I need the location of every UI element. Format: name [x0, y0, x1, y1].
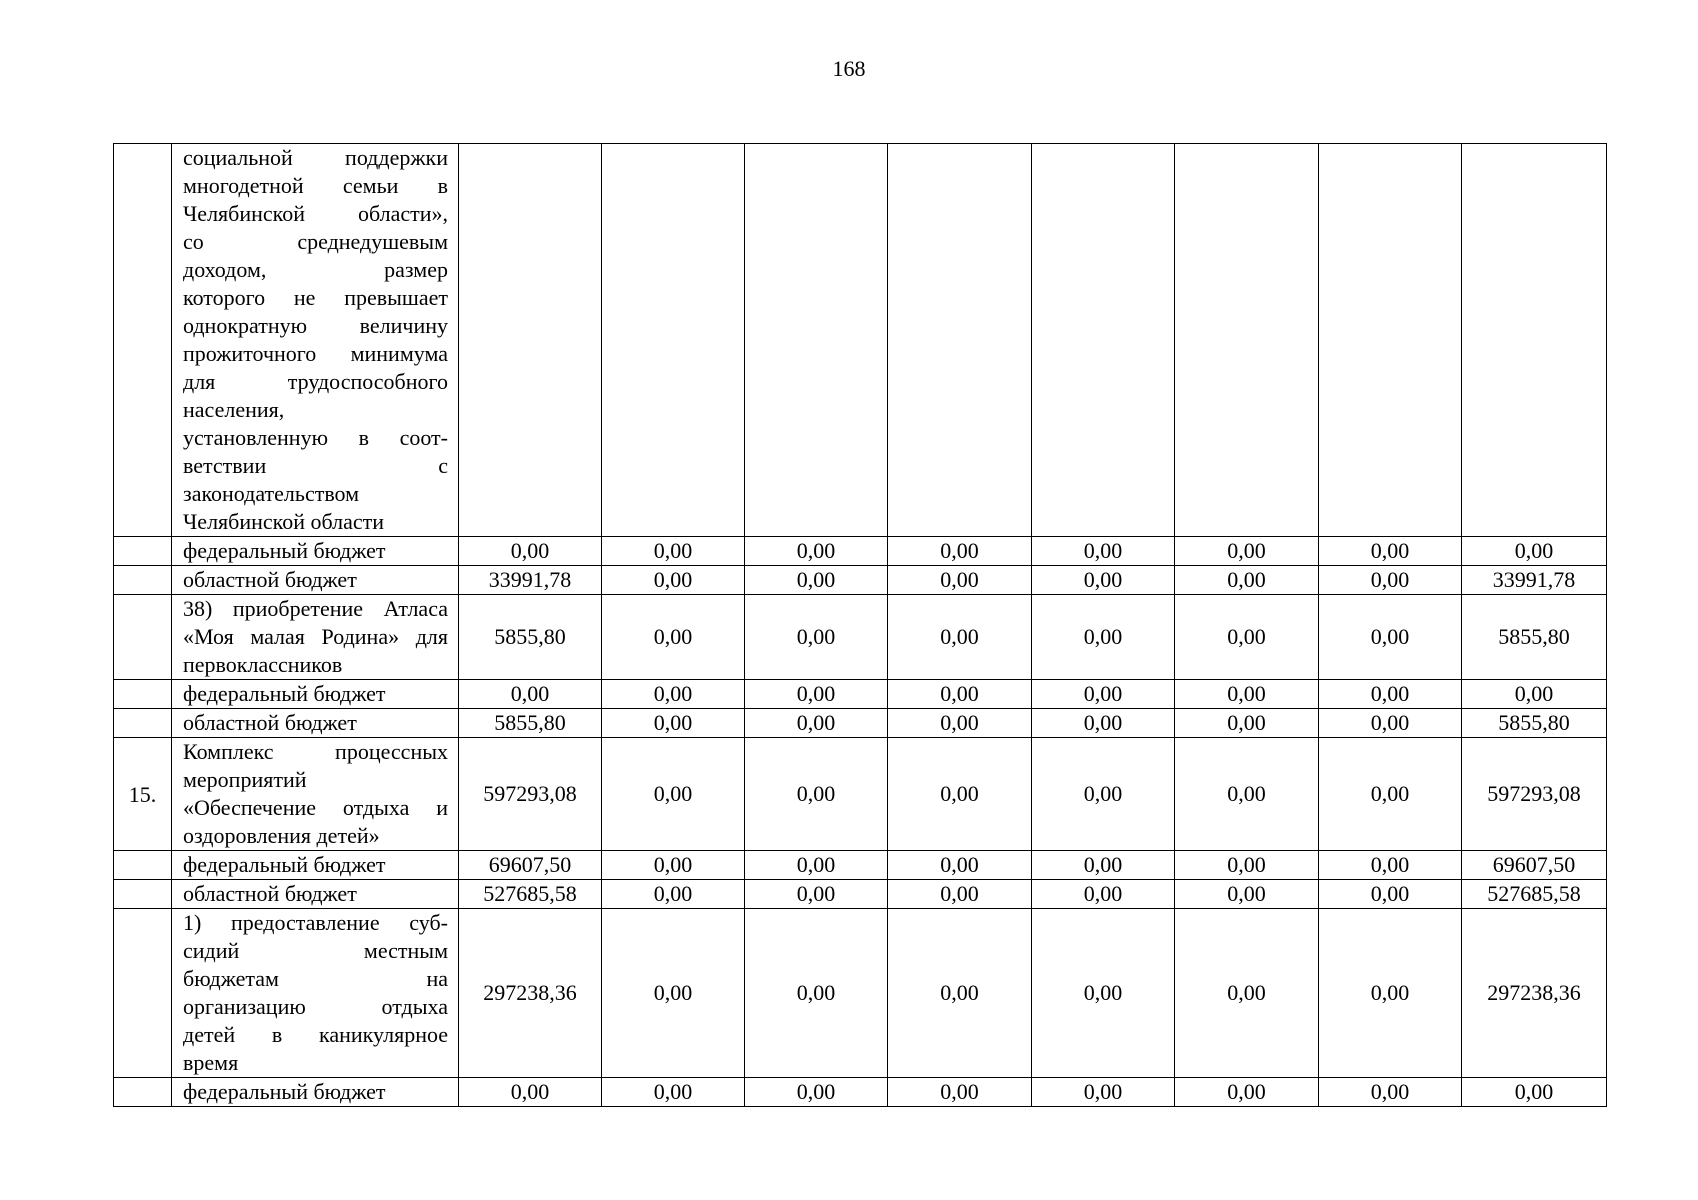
description-line: первоклассников	[183, 652, 343, 677]
table-row	[114, 537, 1607, 566]
description-line: детей в каникулярное	[183, 1022, 448, 1047]
value-cell-col-3: 0,00	[745, 909, 888, 1078]
value-cell-col-4: 0,00	[888, 851, 1032, 880]
value-cell-col-5: 0,00	[1032, 537, 1175, 566]
row-number	[114, 909, 172, 1078]
description-line: Комплекс процессных	[183, 739, 448, 764]
value-cell-col-8: 297238,36	[1462, 909, 1607, 1078]
value-cell-col-1	[459, 144, 602, 537]
row-description: областной бюджет	[172, 709, 459, 738]
value-cell-col-1: 5855,80	[459, 595, 602, 680]
value-cell-col-5	[1032, 144, 1175, 537]
row-description	[172, 595, 459, 680]
table-row	[114, 880, 1607, 909]
table-row	[114, 1078, 1607, 1107]
value-cell-col-2	[602, 144, 745, 537]
value-cell-col-5: 0,00	[1032, 880, 1175, 909]
value-cell-col-1: 297238,36	[459, 909, 602, 1078]
description-line: законодательством	[183, 481, 360, 506]
row-description: федеральный бюджет	[172, 680, 459, 709]
value-cell-col-5: 0,00	[1032, 851, 1175, 880]
row-number	[114, 537, 172, 566]
value-cell-col-5: 0,00	[1032, 566, 1175, 595]
value-cell-col-8: 527685,58	[1462, 880, 1607, 909]
table-row	[114, 909, 1607, 1078]
value-cell-col-6	[1175, 144, 1319, 537]
value-cell-col-1: 5855,80	[459, 709, 602, 738]
row-number	[114, 1078, 172, 1107]
table-row	[114, 851, 1607, 880]
value-cell-col-7: 0,00	[1319, 880, 1462, 909]
value-cell-col-4: 0,00	[888, 680, 1032, 709]
description-line: «Обеспечение отдыха и	[183, 795, 448, 820]
description-line: для трудоспособного	[183, 369, 448, 394]
value-cell-col-7: 0,00	[1319, 1078, 1462, 1107]
value-cell-col-5: 0,00	[1032, 738, 1175, 851]
value-cell-col-8: 0,00	[1462, 537, 1607, 566]
description-line: оздоровления детей»	[183, 823, 380, 848]
value-cell-col-5: 0,00	[1032, 709, 1175, 738]
description-line: мероприятий	[183, 767, 307, 792]
value-cell-col-2: 0,00	[602, 909, 745, 1078]
description-line: сидий местным	[183, 938, 448, 963]
value-cell-col-1: 0,00	[459, 537, 602, 566]
value-cell-col-2: 0,00	[602, 537, 745, 566]
value-cell-col-2: 0,00	[602, 738, 745, 851]
row-number: 15.	[114, 738, 172, 851]
value-cell-col-3: 0,00	[745, 851, 888, 880]
description-line: установленную в соот-	[183, 425, 448, 450]
value-cell-col-6: 0,00	[1175, 851, 1319, 880]
description-line: со среднедушевым	[183, 229, 448, 254]
value-cell-col-3: 0,00	[745, 680, 888, 709]
row-number	[114, 595, 172, 680]
value-cell-col-7: 0,00	[1319, 595, 1462, 680]
value-cell-col-5: 0,00	[1032, 909, 1175, 1078]
table-row	[114, 144, 1607, 537]
value-cell-col-7: 0,00	[1319, 709, 1462, 738]
value-cell-col-4: 0,00	[888, 909, 1032, 1078]
value-cell-col-7: 0,00	[1319, 537, 1462, 566]
description-line: 38) приобретение Атласа	[183, 596, 448, 621]
value-cell-col-6: 0,00	[1175, 566, 1319, 595]
value-cell-col-8	[1462, 144, 1607, 537]
budget-table	[113, 143, 1607, 1107]
description-line: которого не превышает	[183, 285, 448, 310]
value-cell-col-6: 0,00	[1175, 738, 1319, 851]
value-cell-col-6: 0,00	[1175, 537, 1319, 566]
value-cell-col-8: 5855,80	[1462, 595, 1607, 680]
value-cell-col-6: 0,00	[1175, 709, 1319, 738]
description-line: ветствии с	[183, 453, 448, 478]
value-cell-col-4: 0,00	[888, 566, 1032, 595]
description-line: многодетной семьи в	[183, 173, 448, 198]
table-body	[114, 144, 1607, 1107]
description-line: организацию отдыха	[183, 994, 448, 1019]
value-cell-col-8: 69607,50	[1462, 851, 1607, 880]
value-cell-col-4: 0,00	[888, 595, 1032, 680]
row-number	[114, 880, 172, 909]
value-cell-col-4: 0,00	[888, 880, 1032, 909]
value-cell-col-1: 0,00	[459, 680, 602, 709]
value-cell-col-8: 0,00	[1462, 680, 1607, 709]
row-description: областной бюджет	[172, 566, 459, 595]
value-cell-col-7: 0,00	[1319, 680, 1462, 709]
value-cell-col-4: 0,00	[888, 709, 1032, 738]
value-cell-col-7: 0,00	[1319, 909, 1462, 1078]
value-cell-col-6: 0,00	[1175, 1078, 1319, 1107]
row-description: федеральный бюджет	[172, 537, 459, 566]
value-cell-col-7	[1319, 144, 1462, 537]
value-cell-col-3	[745, 144, 888, 537]
value-cell-col-1: 597293,08	[459, 738, 602, 851]
description-line: Челябинской области»,	[183, 201, 448, 226]
value-cell-col-5: 0,00	[1032, 680, 1175, 709]
value-cell-col-5: 0,00	[1032, 595, 1175, 680]
value-cell-col-4: 0,00	[888, 1078, 1032, 1107]
value-cell-col-3: 0,00	[745, 537, 888, 566]
value-cell-col-3: 0,00	[745, 595, 888, 680]
value-cell-col-7: 0,00	[1319, 738, 1462, 851]
value-cell-col-6: 0,00	[1175, 909, 1319, 1078]
row-number	[114, 851, 172, 880]
description-line: 1) предоставление суб-	[183, 910, 448, 935]
row-description	[172, 144, 459, 537]
table-row	[114, 595, 1607, 680]
row-description	[172, 738, 459, 851]
row-number	[114, 709, 172, 738]
description-line: прожиточного минимума	[183, 341, 448, 366]
value-cell-col-3: 0,00	[745, 709, 888, 738]
description-line: социальной поддержки	[183, 145, 448, 170]
value-cell-col-4: 0,00	[888, 537, 1032, 566]
value-cell-col-1: 69607,50	[459, 851, 602, 880]
value-cell-col-2: 0,00	[602, 1078, 745, 1107]
value-cell-col-1: 527685,58	[459, 880, 602, 909]
description-line: однократную величину	[183, 313, 448, 338]
value-cell-col-7: 0,00	[1319, 851, 1462, 880]
value-cell-col-6: 0,00	[1175, 880, 1319, 909]
value-cell-col-2: 0,00	[602, 880, 745, 909]
value-cell-col-8: 0,00	[1462, 1078, 1607, 1107]
row-number	[114, 566, 172, 595]
description-line: «Моя малая Родина» для	[183, 624, 448, 649]
description-line: Челябинской области	[183, 509, 385, 534]
value-cell-col-8: 597293,08	[1462, 738, 1607, 851]
row-number	[114, 144, 172, 537]
description-line: населения,	[183, 397, 285, 422]
value-cell-col-3: 0,00	[745, 566, 888, 595]
row-description: федеральный бюджет	[172, 1078, 459, 1107]
table-row	[114, 680, 1607, 709]
value-cell-col-2: 0,00	[602, 851, 745, 880]
description-line: доходом, размер	[183, 257, 448, 282]
description-line: время	[183, 1050, 239, 1075]
value-cell-col-4	[888, 144, 1032, 537]
value-cell-col-4: 0,00	[888, 738, 1032, 851]
value-cell-col-2: 0,00	[602, 680, 745, 709]
value-cell-col-2: 0,00	[602, 595, 745, 680]
value-cell-col-1: 33991,78	[459, 566, 602, 595]
row-description: областной бюджет	[172, 880, 459, 909]
value-cell-col-6: 0,00	[1175, 680, 1319, 709]
value-cell-col-1: 0,00	[459, 1078, 602, 1107]
row-number	[114, 680, 172, 709]
table-row	[114, 566, 1607, 595]
value-cell-col-2: 0,00	[602, 566, 745, 595]
row-description: федеральный бюджет	[172, 851, 459, 880]
value-cell-col-8: 5855,80	[1462, 709, 1607, 738]
value-cell-col-5: 0,00	[1032, 1078, 1175, 1107]
row-description	[172, 909, 459, 1078]
value-cell-col-3: 0,00	[745, 880, 888, 909]
table-row	[114, 709, 1607, 738]
value-cell-col-8: 33991,78	[1462, 566, 1607, 595]
value-cell-col-3: 0,00	[745, 1078, 888, 1107]
value-cell-col-7: 0,00	[1319, 566, 1462, 595]
value-cell-col-2: 0,00	[602, 709, 745, 738]
value-cell-col-6: 0,00	[1175, 595, 1319, 680]
table-row	[114, 738, 1607, 851]
page-number: 168	[832, 56, 866, 81]
description-line: бюджетам на	[183, 966, 448, 991]
value-cell-col-3: 0,00	[745, 738, 888, 851]
